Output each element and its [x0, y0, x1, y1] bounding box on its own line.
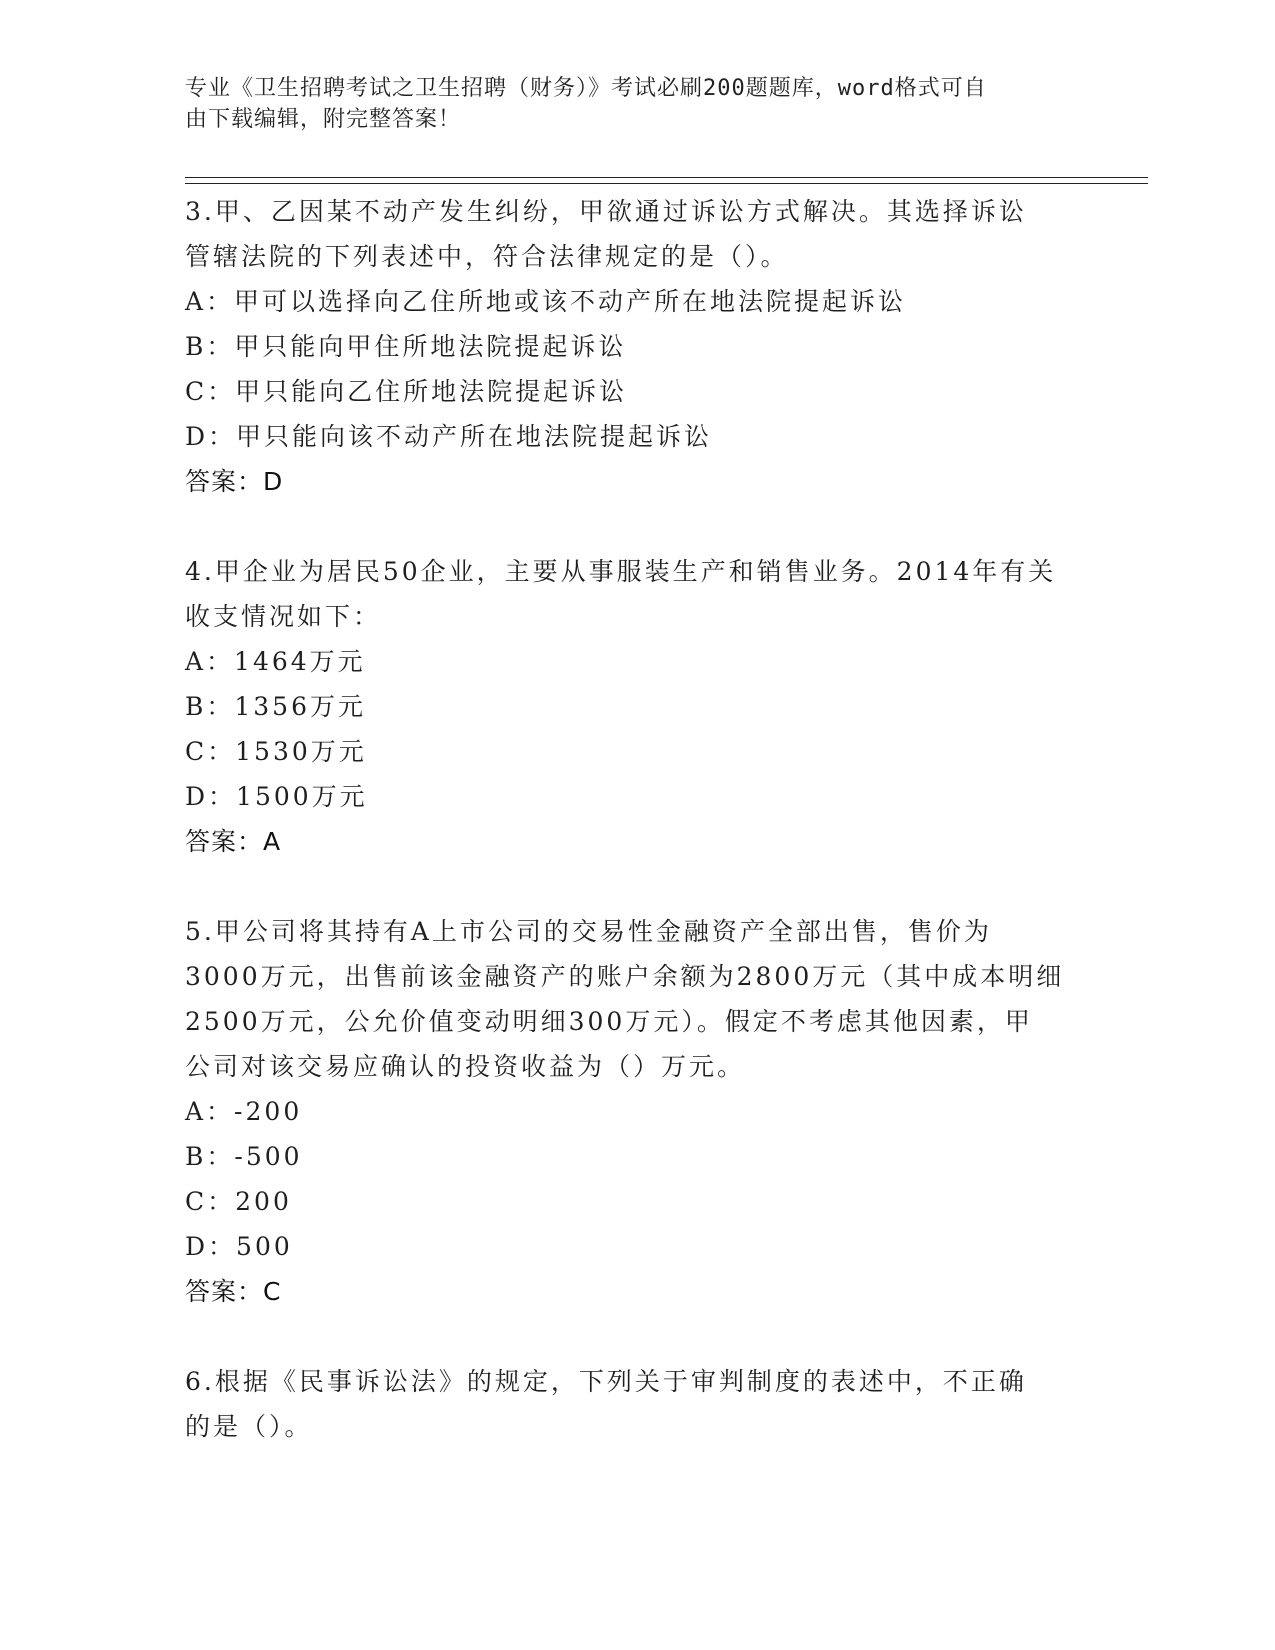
option-c: C：200	[185, 1187, 292, 1216]
spacer	[185, 864, 1085, 909]
question-5	[185, 909, 1085, 1269]
question-3	[185, 189, 1085, 459]
option-b: B：1356万元	[185, 692, 366, 721]
option-d: D：甲只能向该不动产所在地法院提起诉讼	[185, 422, 713, 451]
answer-line: 答案：C	[185, 1277, 282, 1306]
option-c: C：1530万元	[185, 737, 367, 766]
option-a: A：1464万元	[185, 647, 366, 676]
question-stem	[185, 549, 1085, 639]
option-c: C：甲只能向乙住所地法院提起诉讼	[185, 377, 628, 406]
stem-line: 6.根据《民事诉讼法》的规定，下列关于审判制度的表述中，不正确	[185, 1367, 1027, 1396]
spacer	[185, 504, 1085, 549]
stem-line: 管辖法院的下列表述中，符合法律规定的是（）。	[185, 242, 789, 271]
question-stem	[185, 189, 1085, 279]
option-b: B：甲只能向甲住所地法院提起诉讼	[185, 332, 627, 361]
header-line-2: 由下载编辑，附完整答案！	[185, 107, 462, 132]
spacer	[185, 1314, 1085, 1359]
option-a: A：-200	[185, 1097, 303, 1126]
stem-line: 3.甲、乙因某不动产发生纠纷，甲欲通过诉讼方式解决。其选择诉讼	[185, 197, 1027, 226]
document-header	[185, 73, 1065, 135]
option-b: B：-500	[185, 1142, 303, 1171]
stem-line: 的是（）。	[185, 1412, 313, 1441]
answer-line: 答案：D	[185, 467, 284, 496]
header-divider-bottom	[185, 183, 1148, 184]
question-6	[185, 1359, 1085, 1449]
stem-line: 公司对该交易应确认的投资收益为（）万元。	[185, 1052, 746, 1081]
option-a: A：甲可以选择向乙住所地或该不动产所在地法院提起诉讼	[185, 287, 907, 316]
header-line-1: 专业《卫生招聘考试之卫生招聘（财务）》考试必刷200题题库，word格式可自	[185, 76, 987, 101]
header-divider-top	[185, 177, 1148, 178]
question-stem	[185, 1359, 1085, 1449]
question-stem	[185, 909, 1085, 1089]
option-d: D：500	[185, 1232, 293, 1261]
question-list	[185, 189, 1085, 1449]
answer-line: 答案：A	[185, 827, 282, 856]
stem-line: 2500万元，公允价值变动明细300万元）。假定不考虑其他因素，甲	[185, 1007, 1033, 1036]
stem-line: 4.甲企业为居民50企业，主要从事服装生产和销售业务。2014年有关	[185, 557, 1057, 586]
stem-line: 3000万元，出售前该金融资产的账户余额为2800万元（其中成本明细	[185, 962, 1065, 991]
stem-line: 5.甲公司将其持有A上市公司的交易性金融资产全部出售，售价为	[185, 917, 992, 946]
question-4	[185, 549, 1085, 819]
option-d: D：1500万元	[185, 782, 368, 811]
stem-line: 收支情况如下：	[185, 602, 382, 631]
